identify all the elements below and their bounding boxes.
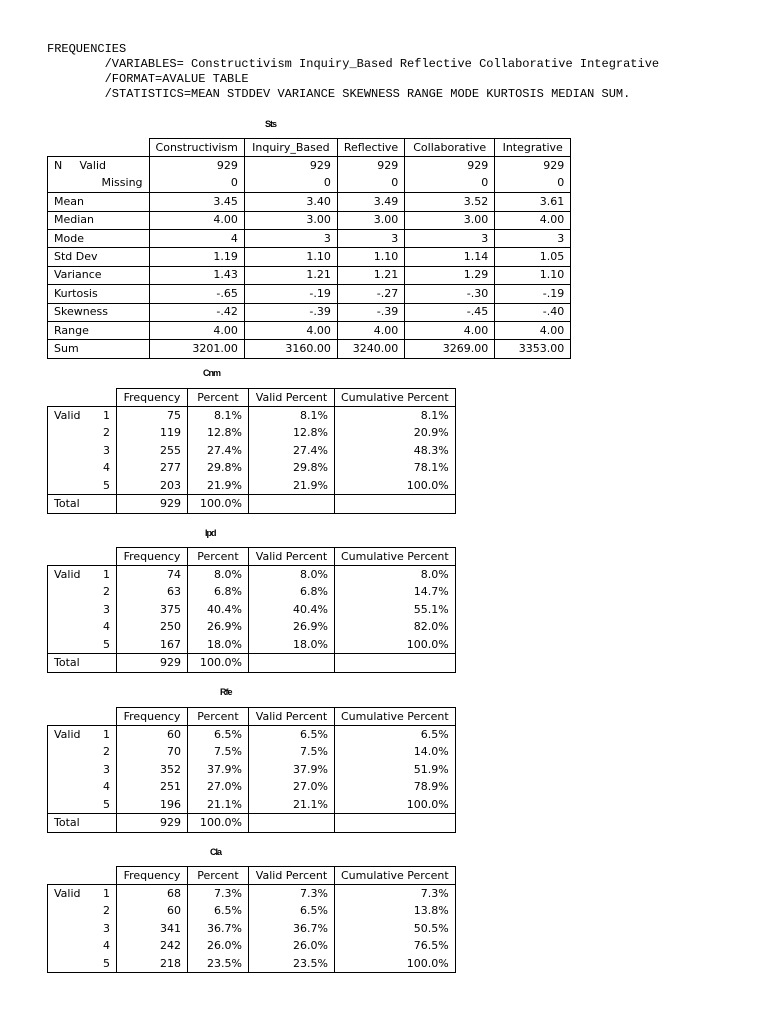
row-value-label: 4	[88, 779, 117, 796]
table-cell: 4.00	[337, 321, 404, 339]
table-cell: 6.8%	[249, 584, 335, 601]
row-label	[48, 477, 88, 495]
table-cell: 1.14	[405, 248, 495, 266]
table-cell: 3.49	[337, 193, 404, 211]
table-cell: 8.0%	[188, 566, 249, 584]
table-cell: -.27	[337, 285, 404, 303]
corner-cell	[48, 139, 150, 157]
table-cell: 68	[117, 885, 188, 903]
table-row	[48, 619, 456, 636]
row-label	[48, 955, 88, 973]
table-cell: 8.1%	[335, 407, 456, 425]
table-cell: 1.19	[149, 248, 244, 266]
table-cell: 3.00	[244, 211, 337, 229]
row-value-label	[88, 814, 117, 832]
table-cell: 242	[117, 938, 188, 955]
row-label: Total	[48, 495, 88, 513]
table-row	[48, 779, 456, 796]
table-cell: 7.5%	[249, 744, 335, 761]
table-row	[48, 321, 571, 339]
table-cell: 1.10	[244, 248, 337, 266]
table-cell: 27.0%	[249, 779, 335, 796]
row-label: N	[48, 157, 74, 175]
table-cell: 4.00	[149, 211, 244, 229]
table-cell: 27.4%	[249, 442, 335, 459]
table-cell: 0	[337, 175, 404, 193]
table-row	[48, 193, 571, 211]
frequency-table-title: Cnm	[203, 368, 220, 378]
table-cell: 277	[117, 460, 188, 477]
statistics-table	[47, 138, 571, 359]
table-cell: 40.4%	[188, 601, 249, 618]
table-row	[48, 903, 456, 920]
table-cell: 0	[244, 175, 337, 193]
table-cell: 3.00	[405, 211, 495, 229]
frequency-table	[47, 707, 456, 833]
table-cell: 929	[117, 495, 188, 513]
table-row	[48, 796, 456, 814]
statistics-title: Sts	[265, 119, 277, 129]
row-value-label: 5	[88, 796, 117, 814]
table-cell: -.45	[405, 303, 495, 321]
table-cell: -.19	[495, 285, 571, 303]
table-cell: 100.0%	[188, 654, 249, 672]
row-value-label: 4	[88, 938, 117, 955]
row-value-label: 1	[88, 726, 117, 744]
table-cell: 21.9%	[188, 477, 249, 495]
table-cell: 12.8%	[249, 425, 335, 442]
table-cell: 929	[495, 157, 571, 175]
table-cell: 1.10	[337, 248, 404, 266]
table-cell: 55.1%	[335, 601, 456, 618]
table-cell: 1.05	[495, 248, 571, 266]
table-cell: 40.4%	[249, 601, 335, 618]
table-cell: 14.0%	[335, 744, 456, 761]
table-row	[48, 266, 571, 284]
table-cell: 3240.00	[337, 340, 404, 358]
column-header: Cumulative Percent	[335, 389, 456, 407]
row-value-label	[88, 495, 117, 513]
table-cell: 0	[405, 175, 495, 193]
row-value-label: 5	[88, 477, 117, 495]
table-cell: -.40	[495, 303, 571, 321]
table-row	[48, 726, 456, 744]
row-label	[48, 460, 88, 477]
column-header: Percent	[188, 867, 249, 885]
table-cell	[335, 814, 456, 832]
table-cell: 23.5%	[249, 955, 335, 973]
table-cell: 6.5%	[188, 726, 249, 744]
table-row	[48, 814, 456, 832]
table-row	[48, 955, 456, 973]
table-cell: 70	[117, 744, 188, 761]
row-sublabel: Missing	[74, 175, 150, 193]
table-cell: 3	[337, 229, 404, 247]
table-cell: 119	[117, 425, 188, 442]
corner-cell	[48, 548, 117, 566]
table-row	[48, 442, 456, 459]
table-cell: 196	[117, 796, 188, 814]
table-cell: 4	[149, 229, 244, 247]
table-cell: 167	[117, 636, 188, 654]
row-value-label: 4	[88, 619, 117, 636]
table-cell: 4.00	[149, 321, 244, 339]
corner-cell	[48, 708, 117, 726]
table-cell: 3	[495, 229, 571, 247]
table-cell: 929	[117, 654, 188, 672]
table-cell: 26.0%	[188, 938, 249, 955]
table-row	[48, 340, 571, 358]
table-row	[48, 229, 571, 247]
row-label	[48, 619, 88, 636]
column-header: Valid Percent	[249, 389, 335, 407]
column-header: Valid Percent	[249, 708, 335, 726]
table-row	[48, 303, 571, 321]
row-value-label: 3	[88, 442, 117, 459]
row-value-label: 2	[88, 903, 117, 920]
table-cell: 250	[117, 619, 188, 636]
table-cell: 60	[117, 726, 188, 744]
table-row	[48, 425, 456, 442]
table-cell: 26.9%	[249, 619, 335, 636]
table-cell: 3201.00	[149, 340, 244, 358]
table-cell: -.30	[405, 285, 495, 303]
table-cell: 78.1%	[335, 460, 456, 477]
row-label: Valid	[48, 726, 88, 744]
table-row	[48, 248, 571, 266]
table-row	[48, 157, 571, 175]
table-cell: 6.5%	[335, 726, 456, 744]
frequency-table	[47, 547, 456, 673]
row-label: Total	[48, 814, 88, 832]
column-header: Frequency	[117, 389, 188, 407]
table-cell: 1.21	[337, 266, 404, 284]
column-header: Reflective	[337, 139, 404, 157]
table-row	[48, 920, 456, 937]
table-cell: -.19	[244, 285, 337, 303]
row-label	[48, 744, 88, 761]
table-cell: 929	[149, 157, 244, 175]
column-header: Valid Percent	[249, 548, 335, 566]
row-value-label: 1	[88, 566, 117, 584]
column-header: Valid Percent	[249, 867, 335, 885]
table-cell: 3160.00	[244, 340, 337, 358]
column-header: Integrative	[495, 139, 571, 157]
table-cell: 100.0%	[335, 796, 456, 814]
table-cell: 4.00	[495, 211, 571, 229]
table-cell: 21.9%	[249, 477, 335, 495]
syntax-block	[47, 42, 659, 102]
table-cell: 7.5%	[188, 744, 249, 761]
table-cell: 48.3%	[335, 442, 456, 459]
table-cell: 6.5%	[249, 726, 335, 744]
table-cell: -.39	[337, 303, 404, 321]
table-cell: 100.0%	[335, 477, 456, 495]
row-label	[48, 920, 88, 937]
column-header: Constructivism	[149, 139, 244, 157]
table-cell: 7.3%	[249, 885, 335, 903]
table-cell: 36.7%	[188, 920, 249, 937]
table-cell: 12.8%	[188, 425, 249, 442]
table-cell	[249, 814, 335, 832]
table-cell: 6.5%	[249, 903, 335, 920]
syntax-line: /STATISTICS=MEAN STDDEV VARIANCE SKEWNESS RANGE MODE KURTOSIS MEDIAN SUM.	[47, 87, 631, 101]
table-row	[48, 566, 456, 584]
column-header: Frequency	[117, 708, 188, 726]
table-cell: 75	[117, 407, 188, 425]
row-label: Skewness	[48, 303, 150, 321]
column-header: Cumulative Percent	[335, 548, 456, 566]
table-cell: 29.8%	[249, 460, 335, 477]
row-label: Median	[48, 211, 150, 229]
row-value-label: 2	[88, 425, 117, 442]
table-cell: -.39	[244, 303, 337, 321]
table-cell: 929	[405, 157, 495, 175]
table-cell: 82.0%	[335, 619, 456, 636]
table-cell: 6.5%	[188, 903, 249, 920]
row-label	[48, 584, 88, 601]
row-label: Mode	[48, 229, 150, 247]
row-label: Std Dev	[48, 248, 150, 266]
table-cell: 8.1%	[249, 407, 335, 425]
table-cell: 8.1%	[188, 407, 249, 425]
syntax-line: FREQUENCIES	[47, 42, 127, 56]
table-cell: 21.1%	[249, 796, 335, 814]
table-cell: 3.45	[149, 193, 244, 211]
row-value-label: 5	[88, 636, 117, 654]
table-cell: 27.4%	[188, 442, 249, 459]
table-cell	[249, 495, 335, 513]
table-cell: 4.00	[405, 321, 495, 339]
table-cell: 0	[149, 175, 244, 193]
table-cell: 60	[117, 903, 188, 920]
table-cell: 929	[244, 157, 337, 175]
row-sublabel: Valid	[74, 157, 150, 175]
row-label	[48, 601, 88, 618]
table-cell	[335, 495, 456, 513]
table-cell: 7.3%	[335, 885, 456, 903]
table-row	[48, 285, 571, 303]
table-cell: 375	[117, 601, 188, 618]
row-label	[48, 175, 74, 193]
column-header: Inquiry_Based	[244, 139, 337, 157]
table-cell: 4.00	[495, 321, 571, 339]
table-cell: 929	[117, 814, 188, 832]
table-row	[48, 654, 456, 672]
corner-cell	[48, 389, 117, 407]
row-value-label: 4	[88, 460, 117, 477]
row-label	[48, 425, 88, 442]
frequency-table-title: Rfe	[220, 687, 232, 697]
table-cell: 3.52	[405, 193, 495, 211]
table-cell: 74	[117, 566, 188, 584]
table-cell: 26.9%	[188, 619, 249, 636]
table-row	[48, 211, 571, 229]
frequency-table-title: Ipd	[205, 528, 216, 538]
table-cell: 100.0%	[335, 955, 456, 973]
row-value-label: 5	[88, 955, 117, 973]
table-row	[48, 744, 456, 761]
table-cell: 100.0%	[188, 495, 249, 513]
table-cell: 37.9%	[249, 761, 335, 778]
table-cell: 21.1%	[188, 796, 249, 814]
row-value-label: 2	[88, 584, 117, 601]
table-row	[48, 636, 456, 654]
column-header: Percent	[188, 708, 249, 726]
table-cell	[249, 654, 335, 672]
table-cell: 20.9%	[335, 425, 456, 442]
table-cell: 76.5%	[335, 938, 456, 955]
table-cell: 1.21	[244, 266, 337, 284]
table-cell: 78.9%	[335, 779, 456, 796]
table-cell: 251	[117, 779, 188, 796]
table-cell: 27.0%	[188, 779, 249, 796]
table-cell: 255	[117, 442, 188, 459]
table-cell: 100.0%	[335, 636, 456, 654]
table-cell: 929	[337, 157, 404, 175]
table-cell: 352	[117, 761, 188, 778]
table-row	[48, 761, 456, 778]
table-cell: 3	[244, 229, 337, 247]
table-cell: 36.7%	[249, 920, 335, 937]
corner-cell	[48, 867, 117, 885]
table-cell: 3.00	[337, 211, 404, 229]
row-value-label: 1	[88, 885, 117, 903]
frequency-table-title: Cla	[210, 847, 222, 857]
column-header: Frequency	[117, 548, 188, 566]
table-cell: 29.8%	[188, 460, 249, 477]
table-row	[48, 460, 456, 477]
table-row	[48, 938, 456, 955]
table-cell	[335, 654, 456, 672]
table-cell: 1.10	[495, 266, 571, 284]
column-header: Percent	[188, 389, 249, 407]
row-label	[48, 903, 88, 920]
row-label: Kurtosis	[48, 285, 150, 303]
table-cell: 3353.00	[495, 340, 571, 358]
table-cell: 51.9%	[335, 761, 456, 778]
column-header: Frequency	[117, 867, 188, 885]
table-cell: 218	[117, 955, 188, 973]
table-cell: 8.0%	[335, 566, 456, 584]
table-cell: 37.9%	[188, 761, 249, 778]
table-cell: 3.40	[244, 193, 337, 211]
frequency-table	[47, 866, 456, 973]
table-cell: 14.7%	[335, 584, 456, 601]
row-label: Valid	[48, 407, 88, 425]
table-row	[48, 477, 456, 495]
table-cell: 0	[495, 175, 571, 193]
column-header: Cumulative Percent	[335, 867, 456, 885]
row-label	[48, 636, 88, 654]
table-cell: 341	[117, 920, 188, 937]
row-label	[48, 779, 88, 796]
table-cell: 7.3%	[188, 885, 249, 903]
table-cell: 100.0%	[188, 814, 249, 832]
table-cell: 3	[405, 229, 495, 247]
row-label: Sum	[48, 340, 150, 358]
row-value-label: 3	[88, 920, 117, 937]
table-cell: 26.0%	[249, 938, 335, 955]
table-cell: -.65	[149, 285, 244, 303]
table-row	[48, 407, 456, 425]
table-row	[48, 601, 456, 618]
column-header: Cumulative Percent	[335, 708, 456, 726]
table-row	[48, 584, 456, 601]
row-label	[48, 938, 88, 955]
row-value-label: 2	[88, 744, 117, 761]
table-cell: 3.61	[495, 193, 571, 211]
row-value-label: 3	[88, 601, 117, 618]
table-row	[48, 495, 456, 513]
frequency-table	[47, 388, 456, 514]
table-row	[48, 885, 456, 903]
row-value-label: 1	[88, 407, 117, 425]
table-cell: 203	[117, 477, 188, 495]
table-cell: 1.43	[149, 266, 244, 284]
row-label: Total	[48, 654, 88, 672]
row-label	[48, 796, 88, 814]
syntax-line: /FORMAT=AVALUE TABLE	[47, 72, 249, 86]
column-header: Collaborative	[405, 139, 495, 157]
row-label: Valid	[48, 566, 88, 584]
table-cell: 18.0%	[188, 636, 249, 654]
table-cell: 13.8%	[335, 903, 456, 920]
row-value-label: 3	[88, 761, 117, 778]
table-cell: 3269.00	[405, 340, 495, 358]
row-label	[48, 442, 88, 459]
table-cell: -.42	[149, 303, 244, 321]
row-label: Valid	[48, 885, 88, 903]
row-value-label	[88, 654, 117, 672]
table-cell: 63	[117, 584, 188, 601]
table-cell: 8.0%	[249, 566, 335, 584]
row-label	[48, 761, 88, 778]
table-cell: 4.00	[244, 321, 337, 339]
syntax-line: /VARIABLES= Constructivism Inquiry_Based Reflective Collaborative Integrative	[47, 57, 660, 71]
row-label: Range	[48, 321, 150, 339]
table-cell: 18.0%	[249, 636, 335, 654]
row-label: Mean	[48, 193, 150, 211]
table-cell: 1.29	[405, 266, 495, 284]
column-header: Percent	[188, 548, 249, 566]
table-cell: 23.5%	[188, 955, 249, 973]
table-cell: 6.8%	[188, 584, 249, 601]
row-label: Variance	[48, 266, 150, 284]
table-cell: 50.5%	[335, 920, 456, 937]
table-row	[48, 175, 571, 193]
